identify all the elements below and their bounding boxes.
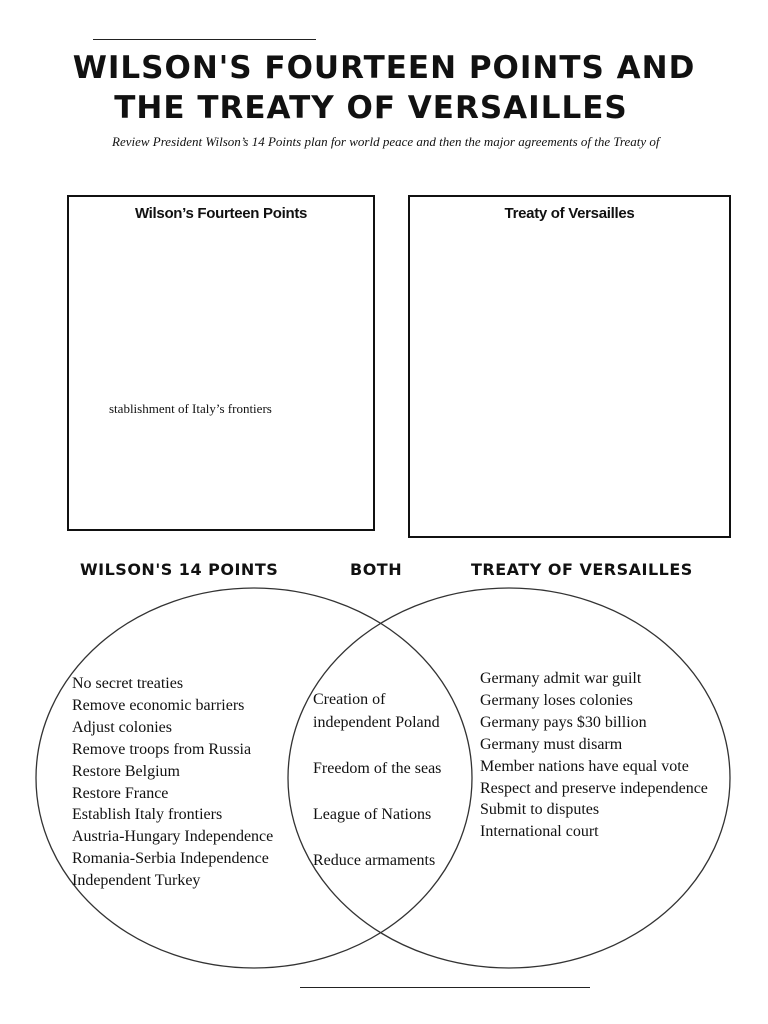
venn-right-item: Germany must disarm: [480, 735, 623, 753]
venn-right-item: Respect and preserve independence: [480, 779, 708, 797]
venn-left-list: [72, 673, 273, 892]
venn-right-item: Submit to disputes: [480, 801, 600, 819]
instructions-text: Review President Wilson’s 14 Points plan for world peace and then the major agreements of the Treaty of: [112, 134, 660, 149]
venn-right-list: [480, 668, 708, 843]
venn-center-item: [313, 780, 441, 803]
venn-left-item: Restore Belgium: [72, 762, 180, 780]
venn-right-heading: TREATY OF VERSAILLES: [471, 560, 693, 579]
venn-center-heading: BOTH: [350, 560, 403, 579]
bottom-blank-line: [300, 987, 590, 988]
venn-center-item: League of Nations: [313, 806, 432, 823]
fourteen-points-box-title: Wilson’s Fourteen Points: [134, 205, 308, 222]
venn-right-item: Member nations have equal vote: [480, 757, 689, 775]
venn-right-item: Germany admit war guilt: [480, 670, 642, 687]
treaty-box-title: Treaty of Versailles: [504, 205, 635, 222]
venn-center-item: Creation of: [313, 691, 386, 708]
venn-left-item: Romania-Serbia Independence: [72, 850, 269, 868]
venn-center-item: Freedom of the seas: [313, 760, 442, 777]
venn-center-item: [313, 734, 441, 757]
venn-center-item: Reduce armaments: [313, 852, 436, 869]
venn-left-heading: WILSON'S 14 POINTS: [80, 560, 279, 579]
venn-left-item: Restore France: [72, 784, 169, 802]
venn-left-item: No secret treaties: [72, 675, 184, 692]
venn-center-list: [313, 688, 441, 872]
venn-left-item: Remove economic barriers: [72, 696, 245, 714]
venn-left-item: Establish Italy frontiers: [72, 806, 223, 824]
venn-left-item: Remove troops from Russia: [72, 740, 252, 758]
venn-center-item: independent Poland: [313, 714, 440, 731]
venn-right-item: Germany loses colonies: [480, 691, 633, 709]
venn-left-item: Austria-Hungary Independence: [72, 828, 274, 846]
venn-center-item: [313, 826, 441, 849]
fourteen-points-box-note: stablishment of Italy’s frontiers: [109, 401, 272, 416]
venn-right-item: Germany pays $30 billion: [480, 713, 647, 731]
venn-left-item: Independent Turkey: [72, 872, 201, 890]
page-title-line-2: THE TREATY OF VERSAILLES: [114, 90, 628, 126]
venn-left-item: Adjust colonies: [72, 718, 172, 736]
page-title-line-1: WILSON'S FOURTEEN POINTS AND: [72, 50, 696, 86]
venn-right-item: International court: [480, 823, 599, 841]
